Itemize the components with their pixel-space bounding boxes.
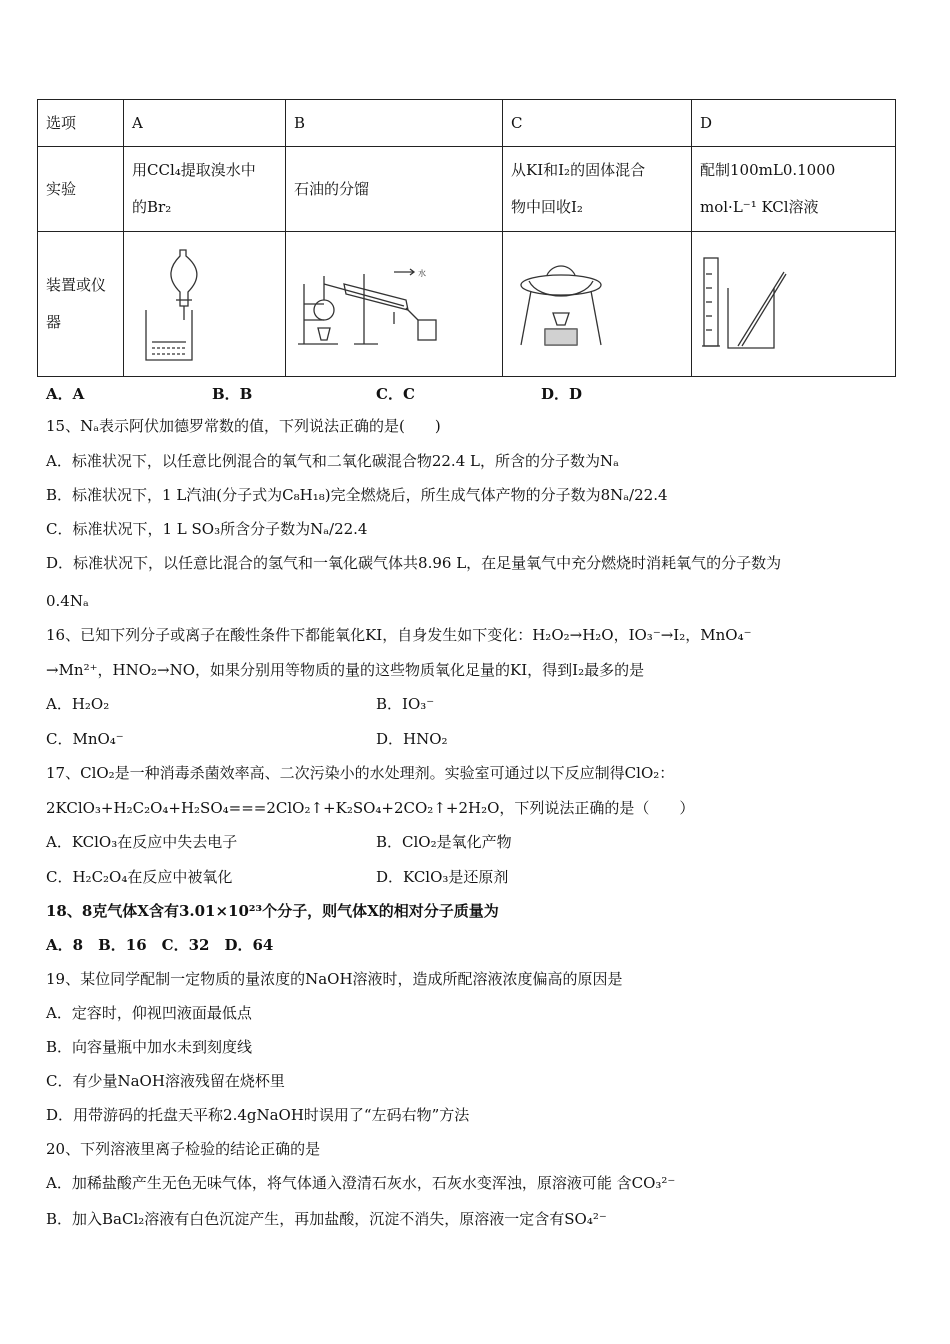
q15-option-a[interactable]: A．标准状况下，以任意比例混合的氧气和二氧化碳混合物22.4 L，所含的分子数为Nₐ	[46, 452, 619, 470]
q14-table	[37, 99, 896, 377]
q19-option-b[interactable]: B．向容量瓶中加水未到刻度线	[46, 1038, 253, 1056]
q18-stem: 18、8克气体X含有3.01×10²³个分子，则气体X的相对分子质量为	[46, 902, 499, 920]
q18-options[interactable]: A．8 B．16 C．32 D．64	[46, 936, 274, 954]
q16-option-a[interactable]: A．H₂O₂	[46, 695, 110, 713]
apparatus-d-graduated-cylinder	[692, 232, 896, 377]
q15-option-c[interactable]: C．标准状况下，1 L SO₃所含分子数为Nₐ/22.4	[46, 520, 368, 538]
q16-option-c[interactable]: C．MnO₄⁻	[46, 730, 124, 748]
q20-option-a[interactable]: A．加稀盐酸产生无色无味气体，将气体通入澄清石灰水，石灰水变浑浊，原溶液可能 含CO₃²⁻	[46, 1174, 676, 1192]
q19-option-a[interactable]: A．定容时，仰视凹液面最低点	[46, 1004, 252, 1022]
q17-option-a[interactable]: A．KClO₃在反应中失去电子	[46, 833, 238, 851]
q19-stem: 19、某位同学配制一定物质的量浓度的NaOH溶液时，造成所配溶液浓度偏高的原因是	[46, 970, 623, 988]
header-d: D	[692, 100, 896, 147]
row-label-experiment: 实验	[38, 147, 124, 232]
header-a: A	[124, 100, 286, 147]
q16-stem-1: 16、已知下列分子或离子在酸性条件下都能氧化KI，自身发生如下变化：H₂O₂→H₂O，IO₃⁻→I₂，MnO₄⁻	[46, 626, 752, 644]
water-label: 水	[418, 269, 426, 278]
separatory-funnel-icon	[132, 244, 252, 364]
q20-option-b[interactable]: B．加入BaCl₂溶液有白色沉淀产生，再加盐酸，沉淀不消失，原溶液一定含有SO₄²⁻	[46, 1210, 607, 1228]
header-c: C	[503, 100, 692, 147]
experiment-b: 石油的分馏	[286, 147, 503, 232]
q15-option-b[interactable]: B．标准状况下，1 L汽油(分子式为C₈H₁₈)完全燃烧后，所生成气体产物的分子数为8Nₐ/22.4	[46, 486, 668, 504]
sublimation-apparatus-icon	[511, 259, 621, 349]
apparatus-c-sublimation	[503, 232, 692, 377]
header-b: B	[286, 100, 503, 147]
q14-option-b[interactable]: B．B	[212, 385, 253, 403]
distillation-apparatus-icon	[294, 254, 454, 354]
experiment-a: 用CCl₄提取溴水中 的Br₂	[124, 147, 286, 232]
header-option: 选项	[38, 100, 124, 147]
apparatus-a-separatory-funnel	[124, 232, 286, 377]
q20-stem: 20、下列溶液里离子检验的结论正确的是	[46, 1140, 321, 1158]
q14-option-a[interactable]: A．A	[46, 385, 85, 403]
experiment-c: 从KI和I₂的固体混合 物中回收I₂	[503, 147, 692, 232]
q17-stem-2: 2KClO₃+H₂C₂O₄+H₂SO₄===2ClO₂↑+K₂SO₄+2CO₂↑+2H₂O，下列说法正确的是（ ）	[46, 799, 695, 817]
q17-option-b[interactable]: B．ClO₂是氧化产物	[376, 833, 512, 851]
q17-option-c[interactable]: C．H₂C₂O₄在反应中被氧化	[46, 868, 233, 886]
q19-option-c[interactable]: C．有少量NaOH溶液残留在烧杯里	[46, 1072, 285, 1090]
q16-stem-2: →Mn²⁺，HNO₂→NO，如果分别用等物质的量的这些物质氧化足量的KI，得到I₂最多的是	[46, 661, 645, 679]
q16-option-d[interactable]: D．HNO₂	[376, 730, 448, 748]
graduated-cylinder-beaker-icon	[700, 254, 800, 354]
row-label-apparatus: 装置或仪 器	[38, 232, 124, 377]
q17-stem-1: 17、ClO₂是一种消毒杀菌效率高、二次污染小的水处理剂。实验室可通过以下反应制得ClO₂：	[46, 764, 675, 782]
q15-option-d-cont: 0.4Nₐ	[46, 592, 89, 610]
q16-option-b[interactable]: B．IO₃⁻	[376, 695, 435, 713]
q14-option-d[interactable]: D．D	[541, 385, 583, 403]
q19-option-d[interactable]: D．用带游码的托盘天平称2.4gNaOH时误用了“左码右物”方法	[46, 1106, 470, 1124]
q17-option-d[interactable]: D．KClO₃是还原剂	[376, 868, 509, 886]
apparatus-b-distillation	[286, 232, 503, 377]
experiment-d: 配制100mL0.1000 mol·L⁻¹ KCl溶液	[692, 147, 896, 232]
q15-option-d[interactable]: D．标准状况下，以任意比混合的氢气和一氧化碳气体共8.96 L，在足量氧气中充分燃烧时消耗氧气的分子数为	[46, 554, 782, 572]
q15-stem: 15、Nₐ表示阿伏加德罗常数的值，下列说法正确的是( )	[46, 417, 441, 435]
q14-option-c[interactable]: C．C	[376, 385, 415, 403]
